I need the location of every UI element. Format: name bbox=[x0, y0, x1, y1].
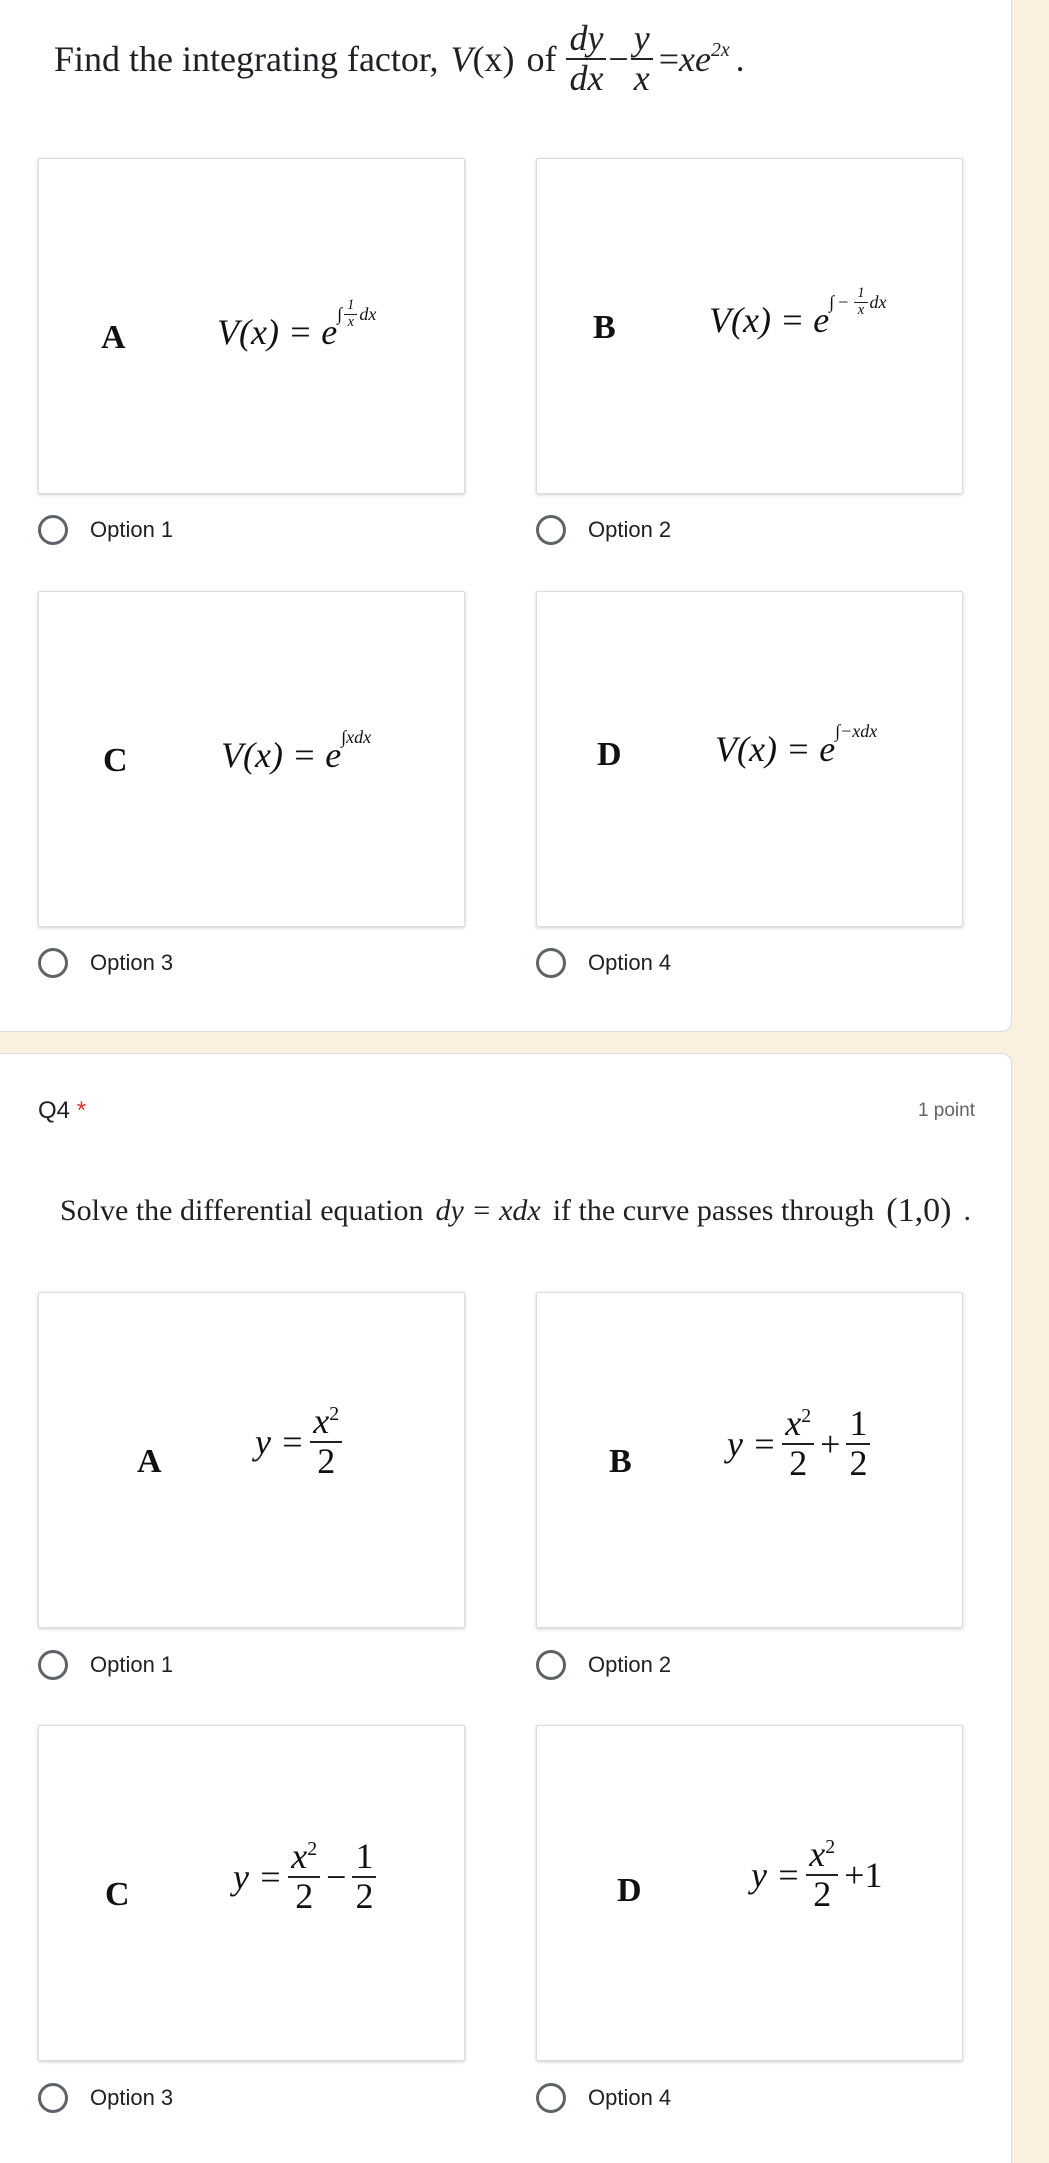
q3-option-d-image[interactable] bbox=[536, 591, 963, 927]
q3-option-3-radio-row[interactable] bbox=[38, 948, 173, 978]
q4-option-1-radio-row[interactable] bbox=[38, 1650, 173, 1680]
q4-point: (1,0) bbox=[886, 1192, 952, 1229]
option-letter: B bbox=[593, 309, 616, 346]
q4-question-text bbox=[60, 1192, 971, 1230]
q3-period: . bbox=[735, 38, 745, 79]
q4-title bbox=[38, 1097, 86, 1125]
exponent-tail: dx bbox=[869, 291, 887, 312]
frac-num: 1 bbox=[846, 1405, 870, 1445]
frac-den: 2 bbox=[813, 1873, 832, 1914]
q4-equation: dy = xdx bbox=[435, 1194, 541, 1227]
frac-num-base: x bbox=[291, 1836, 308, 1876]
radio-button[interactable] bbox=[38, 948, 68, 978]
q3-fn-name: V bbox=[450, 38, 473, 79]
frac-den: x bbox=[347, 313, 354, 330]
exponent-tail: dx bbox=[359, 303, 377, 324]
radio-button[interactable] bbox=[536, 1650, 566, 1680]
formula-lhs: V(x) = e bbox=[709, 300, 830, 340]
q3-of: of bbox=[526, 38, 557, 79]
exponent-sign: − bbox=[837, 291, 850, 312]
q4-period: . bbox=[963, 1194, 971, 1227]
q3-question-prefix: Find the integrating factor, bbox=[54, 38, 439, 79]
frac-num: 1 bbox=[352, 1838, 376, 1878]
frac-num bbox=[782, 1405, 814, 1445]
integral-sign: ∫ bbox=[337, 303, 343, 324]
formula-operator: − bbox=[326, 1856, 347, 1897]
frac-num: 1 bbox=[854, 286, 867, 302]
formula-y: y = bbox=[233, 1856, 283, 1897]
exponent-text: −xdx bbox=[840, 720, 878, 741]
q4-option-b-image[interactable] bbox=[536, 1292, 963, 1628]
q3-fn-arg: (x) bbox=[472, 38, 515, 79]
frac-num bbox=[806, 1836, 838, 1876]
option-letter: D bbox=[617, 1872, 642, 1909]
formula-frac bbox=[310, 1403, 342, 1481]
radio-button[interactable] bbox=[536, 2083, 566, 2113]
q3-option-1-radio-row[interactable] bbox=[38, 515, 173, 545]
radio-button[interactable] bbox=[536, 515, 566, 545]
q4-label: Q4 bbox=[38, 1097, 71, 1124]
option-letter: C bbox=[105, 1876, 130, 1913]
radio-label[interactable]: Option 2 bbox=[588, 517, 672, 542]
radio-label[interactable]: Option 3 bbox=[90, 950, 174, 975]
option-formula bbox=[221, 726, 372, 776]
radio-label[interactable]: Option 1 bbox=[90, 517, 174, 542]
frac-num bbox=[310, 1403, 342, 1443]
q3-frac-dx: dx bbox=[569, 57, 604, 98]
integral-sign: ∫ bbox=[835, 720, 841, 741]
q3-question-text bbox=[54, 20, 745, 98]
q3-option-2-radio-row[interactable] bbox=[536, 515, 671, 545]
q4-option-c-image[interactable] bbox=[38, 1725, 465, 2061]
formula-y: y = bbox=[727, 1423, 777, 1464]
formula-frac bbox=[806, 1836, 838, 1914]
option-formula bbox=[217, 297, 377, 353]
frac-den: 2 bbox=[849, 1442, 868, 1483]
exponent-text: xdx bbox=[346, 726, 372, 747]
frac-den: 2 bbox=[295, 1875, 314, 1916]
q3-rhs-exponent: 2x bbox=[711, 39, 730, 62]
q3-equals: = bbox=[658, 38, 680, 79]
option-letter: A bbox=[101, 319, 126, 356]
option-formula bbox=[709, 285, 887, 341]
formula-lhs: V(x) = e bbox=[715, 729, 836, 769]
option-letter: D bbox=[597, 736, 622, 773]
q4-points: 1 point bbox=[917, 1100, 975, 1121]
frac-den: x bbox=[857, 301, 865, 318]
q4-option-d-image[interactable] bbox=[536, 1725, 963, 2061]
q3-frac-dy: dy bbox=[566, 20, 606, 60]
exponent-frac bbox=[854, 286, 867, 317]
formula-y: y = bbox=[751, 1854, 801, 1895]
q3-frac-x: x bbox=[633, 57, 650, 98]
formula-lhs: V(x) = e bbox=[217, 312, 338, 352]
q3-option-c-image[interactable] bbox=[38, 591, 465, 927]
frac-num-base: x bbox=[809, 1834, 826, 1874]
radio-label[interactable]: Option 1 bbox=[90, 1652, 174, 1677]
q3-option-4-radio-row[interactable] bbox=[536, 948, 671, 978]
radio-label[interactable]: Option 4 bbox=[588, 950, 672, 975]
q4-option-3-radio-row[interactable] bbox=[38, 2083, 173, 2113]
required-asterisk: * bbox=[76, 1097, 87, 1124]
option-letter: B bbox=[609, 1443, 632, 1480]
q3-frac-yx bbox=[631, 20, 653, 98]
option-formula bbox=[727, 1405, 872, 1483]
frac-den: 2 bbox=[317, 1440, 336, 1481]
frac-num-exp: 2 bbox=[307, 1838, 318, 1860]
q4-option-a-image[interactable] bbox=[38, 1292, 465, 1628]
q4-option-2-radio-row[interactable] bbox=[536, 1650, 671, 1680]
formula-frac-2 bbox=[846, 1405, 870, 1483]
radio-button[interactable] bbox=[38, 515, 68, 545]
option-letter: C bbox=[103, 742, 128, 779]
formula-exponent bbox=[835, 721, 877, 742]
radio-button[interactable] bbox=[38, 1650, 68, 1680]
frac-num-exp: 2 bbox=[801, 1405, 812, 1427]
option-formula bbox=[255, 1403, 344, 1481]
q4-question-mid: if the curve passes through bbox=[552, 1194, 875, 1227]
q3-minus: − bbox=[608, 38, 629, 79]
radio-label[interactable]: Option 3 bbox=[90, 2085, 174, 2110]
q3-rhs-base: xe bbox=[679, 38, 711, 79]
radio-label[interactable]: Option 4 bbox=[588, 2085, 672, 2110]
radio-button[interactable] bbox=[38, 2083, 68, 2113]
option-formula bbox=[715, 720, 878, 770]
frac-num-base: x bbox=[313, 1401, 330, 1441]
frac-num bbox=[288, 1838, 320, 1878]
option-formula bbox=[233, 1838, 378, 1916]
formula-frac bbox=[782, 1405, 814, 1483]
q3-frac-dydx bbox=[566, 20, 606, 98]
integral-sign: ∫ bbox=[829, 291, 835, 312]
q4-option-4-radio-row[interactable] bbox=[536, 2083, 671, 2113]
option-formula bbox=[751, 1836, 882, 1914]
q3-frac-y: y bbox=[631, 20, 653, 60]
exponent-frac bbox=[344, 298, 357, 329]
frac-den: 2 bbox=[355, 1875, 374, 1916]
frac-den: 2 bbox=[789, 1442, 808, 1483]
frac-num: 1 bbox=[344, 298, 357, 314]
formula-operator: + bbox=[820, 1423, 841, 1464]
frac-num-base: x bbox=[785, 1403, 802, 1443]
formula-frac-2 bbox=[352, 1838, 376, 1916]
formula-constant: +1 bbox=[844, 1854, 883, 1895]
integral-sign: ∫ bbox=[341, 726, 347, 747]
radio-label[interactable]: Option 2 bbox=[588, 1652, 672, 1677]
formula-lhs: V(x) = e bbox=[221, 735, 342, 775]
radio-button[interactable] bbox=[536, 948, 566, 978]
q3-option-b-image[interactable] bbox=[536, 158, 963, 494]
q4-question-prefix: Solve the differential equation bbox=[60, 1194, 424, 1227]
formula-exponent bbox=[829, 286, 886, 317]
q3-option-a-image[interactable] bbox=[38, 158, 465, 494]
formula-exponent bbox=[341, 727, 371, 748]
formula-exponent bbox=[337, 298, 376, 329]
option-letter: A bbox=[137, 1443, 162, 1480]
frac-num-exp: 2 bbox=[329, 1403, 340, 1425]
formula-y: y = bbox=[255, 1421, 305, 1462]
formula-frac bbox=[288, 1838, 320, 1916]
frac-num-exp: 2 bbox=[825, 1836, 836, 1858]
